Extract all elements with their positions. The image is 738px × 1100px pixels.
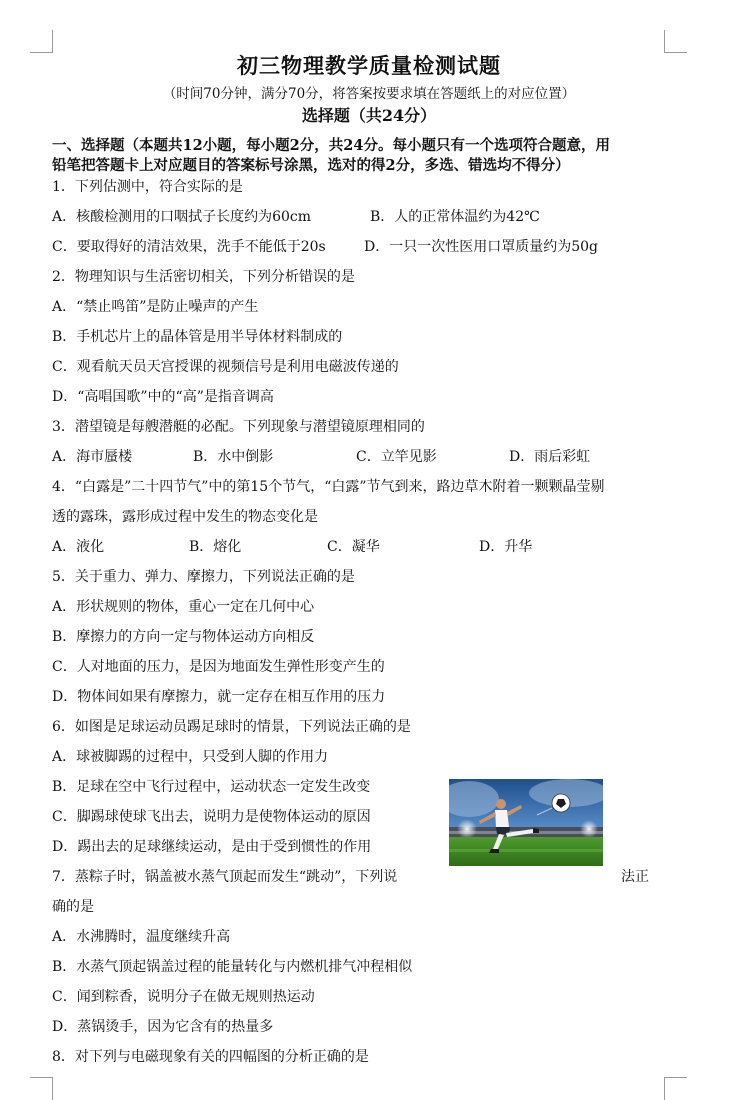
q7-stem-line-2: 确的是 [52,899,94,915]
q3-stem: 3．潜望镜是每艘潜艇的必配。下列现象与潜望镜原理相同的 [52,419,425,435]
q3-option-a: A．海市蜃楼 [52,449,133,465]
q6-option-b: B．足球在空中飞行过程中，运动状态一定发生改变 [52,779,371,795]
q1-option-b: B．人的正常体温约为42℃ [370,209,540,225]
instructions-line-2: 铅笔把答题卡上对应题目的答案标号涂黑，选对的得2分，多选、错选均不得分） [52,157,570,174]
q7-option-b: B．水蒸气顶起锅盖过程的能量转化与内燃机排气冲程相似 [52,959,413,975]
q3-option-c: C．立竿见影 [356,449,437,465]
q2-option-a: A．“禁止鸣笛”是防止噪声的产生 [52,299,259,315]
q5-option-b: B．摩擦力的方向一定与物体运动方向相反 [52,629,315,645]
soccer-player-photo [449,779,603,866]
q4-option-d: D．升华 [479,539,533,555]
q7-option-c: C．闻到粽香，说明分子在做无规则热运动 [52,989,315,1005]
crop-mark-bottom-right [664,1077,687,1100]
q3-option-b: B．水中倒影 [193,449,274,465]
q4-option-b: B．熔化 [189,539,242,555]
q6-stem: 6．如图是足球运动员踢足球时的情景，下列说法正确的是 [52,719,411,735]
q5-stem: 5．关于重力、弹力、摩擦力，下列说法正确的是 [52,569,355,585]
q1-option-d: D．一只一次性医用口罩质量约为50g [364,239,599,255]
q7-option-a: A．水沸腾时，温度继续升高 [52,929,231,945]
q7-stem-line-1: 7．蒸粽子时，锅盖被水蒸气顶起而发生“跳动”，下列说 [52,869,398,885]
q5-option-d: D．物体间如果有摩擦力，就一定存在相互作用的压力 [52,689,386,705]
q5-option-a: A．形状规则的物体，重心一定在几何中心 [52,599,315,615]
q8-stem: 8．对下列与电磁现象有关的四幅图的分析正确的是 [52,1049,369,1065]
q7-stem-line-1-end: 法正 [621,869,649,885]
q4-stem-line-2: 透的露珠，露形成过程中发生的物态变化是 [52,509,318,525]
q2-option-d: D．“高唱国歌”中的“高”是指音调高 [52,389,274,405]
q5-option-c: C．人对地面的压力，是因为地面发生弹性形变产生的 [52,659,385,675]
q1-option-c: C．要取得好的清洁效果，洗手不能低于20s [52,239,326,255]
q6-option-d: D．踢出去的足球继续运动，是由于受到惯性的作用 [52,839,372,855]
crop-mark-bottom-left [30,1077,53,1100]
q6-option-c: C．脚踢球使球飞出去，说明力是使物体运动的原因 [52,809,371,825]
section-title: 选择题（共24分） [301,106,437,125]
q4-option-c: C．凝华 [327,539,380,555]
q1-stem: 1．下列估测中，符合实际的是 [52,179,243,195]
q1-option-a: A．核酸检测用的口咽拭子长度约为60cm [52,209,312,225]
q4-option-a: A．液化 [52,539,105,555]
q2-option-c: C．观看航天员天宫授课的视频信号是利用电磁波传递的 [52,359,399,375]
q7-option-d: D．蒸锅烫手，因为它含有的热量多 [52,1019,274,1035]
q3-option-d: D．雨后彩虹 [509,449,591,465]
exam-subtitle: （时间70分钟，满分70分，将答案按要求填在答题纸上的对应位置） [162,86,576,102]
q2-option-b: B．手机芯片上的晶体管是用半导体材料制成的 [52,329,343,345]
q2-stem: 2．物理知识与生活密切相关，下列分析错误的是 [52,269,355,285]
instructions-line-1: 一、选择题（本题共12小题，每小题2分，共24分。每小题只有一个选项符合题意，用 [52,137,610,154]
q4-stem-line-1: 4．“白露是”二十四节气”中的第15个节气，“白露”节气到来，路边草木附着一颗颗晶莹剔 [52,479,605,495]
page-title: 初三物理教学质量检测试题 [237,53,501,78]
q6-option-a: A．球被脚踢的过程中，只受到人脚的作用力 [52,749,329,765]
